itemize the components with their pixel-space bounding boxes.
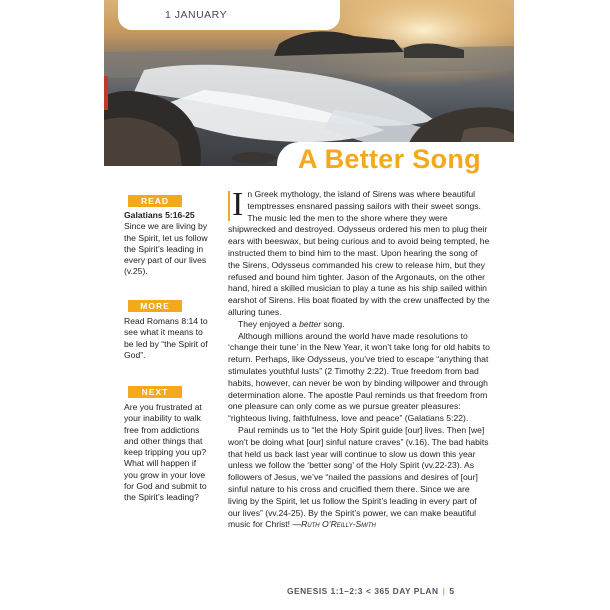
author-signature: Ruth O’Reilly-Smith	[301, 519, 376, 530]
more-label: MORE	[128, 300, 182, 312]
paragraph-2	[228, 319, 490, 331]
footer-plan: 365 DAY PLAN	[374, 586, 439, 596]
footer-separator: |	[442, 586, 446, 596]
page-footer	[287, 586, 455, 596]
page-title: A Better Song	[298, 144, 481, 174]
paragraph-2-end: song.	[321, 318, 345, 329]
paragraph-2-emphasis: better	[299, 318, 322, 329]
chevron-left-icon: <	[365, 586, 372, 596]
next-label: NEXT	[128, 386, 182, 398]
footer-reference: GENESIS 1:1–2:3	[287, 586, 363, 596]
paragraph-1-text: n Greek mythology, the island of Sirens was where beautiful temptresses ensnared passing sailors with their sweet songs. The music led the men to the shore where they were shipwrecked and destroyed. Odysseus ordered his men to plug their ears with beeswax, but being curious and to avoid being tempted, he instructed them to bind him to the mast. Upon hearing the song of the Sirens, Odysseus commanded his crew to release him, but they refused and bound him tighter. Jason of the Argonauts, on the other hand, hired a skilled musician to play a tune as his ship sailed within earshot of Sirens. His boat floated by with the crew unaffected by the alluring tunes.	[228, 189, 490, 317]
paragraph-4-text: Paul reminds us to “let the Holy Spirit guide [our] lives. Then [we] won’t be doing what [our] sinful nature craves” (v.16). The bad habits that held us back last year will continue to slow us down this year unless we follow the ‘better song’ of the Holy Spirit (vv.22-23). As followers of Jesus, we’ve “nailed the passions and desires of [our] sinful nature to his cross and crucified them there. Since we are living by the Spirit, let us follow the Spirit’s leading in every part of our lives” (vv.24-25). By the Spirit’s power, we can make beautiful music for Christ!	[228, 424, 489, 530]
article-body	[228, 186, 490, 531]
drop-cap: I	[228, 191, 243, 221]
read-reference: Galatians 5:16-25	[124, 210, 195, 220]
paragraph-2-start: They enjoyed a	[238, 318, 300, 329]
read-label: READ	[128, 195, 182, 207]
signature-dash: —	[292, 519, 302, 530]
more-text: Read Romans 8:14 to see what it means to be led by “the Spirit of God”.	[124, 316, 208, 360]
paragraph-1	[228, 186, 490, 319]
read-verse: Since we are living by the Spirit, let us follow the Spirit’s leading in every part of our lives (v.25).	[124, 221, 208, 277]
next-text: Are you frustrated at your inability to walk free from addictions and other things that keep tripping you up? What will happen if you grow in your love for God and submit to the Spirit’s leading?	[124, 402, 207, 503]
date-tab	[118, 0, 340, 30]
edge-accent-bar	[104, 76, 108, 110]
page-number: 5	[449, 586, 455, 596]
paragraph-4	[228, 425, 490, 531]
date-label: 1 JANUARY	[165, 9, 228, 21]
read-text	[124, 210, 210, 278]
paragraph-3: Although millions around the world have made resolutions to ‘change their tune’ in the New Year, it won’t take long for old habits to return. Perhaps, like Odysseus, you’ve tried to escape “anything that stimulates youthful lusts” (2 Timothy 2:22). True freedom from bad habits, however, can never be won by binding willpower and through determination alone. The apostle Paul reminds us that freedom from one pleasure can only come as we pursue greater pleasures: “righteous living, faithfulness, love and peace” (Galatians 5:22).	[228, 330, 490, 424]
